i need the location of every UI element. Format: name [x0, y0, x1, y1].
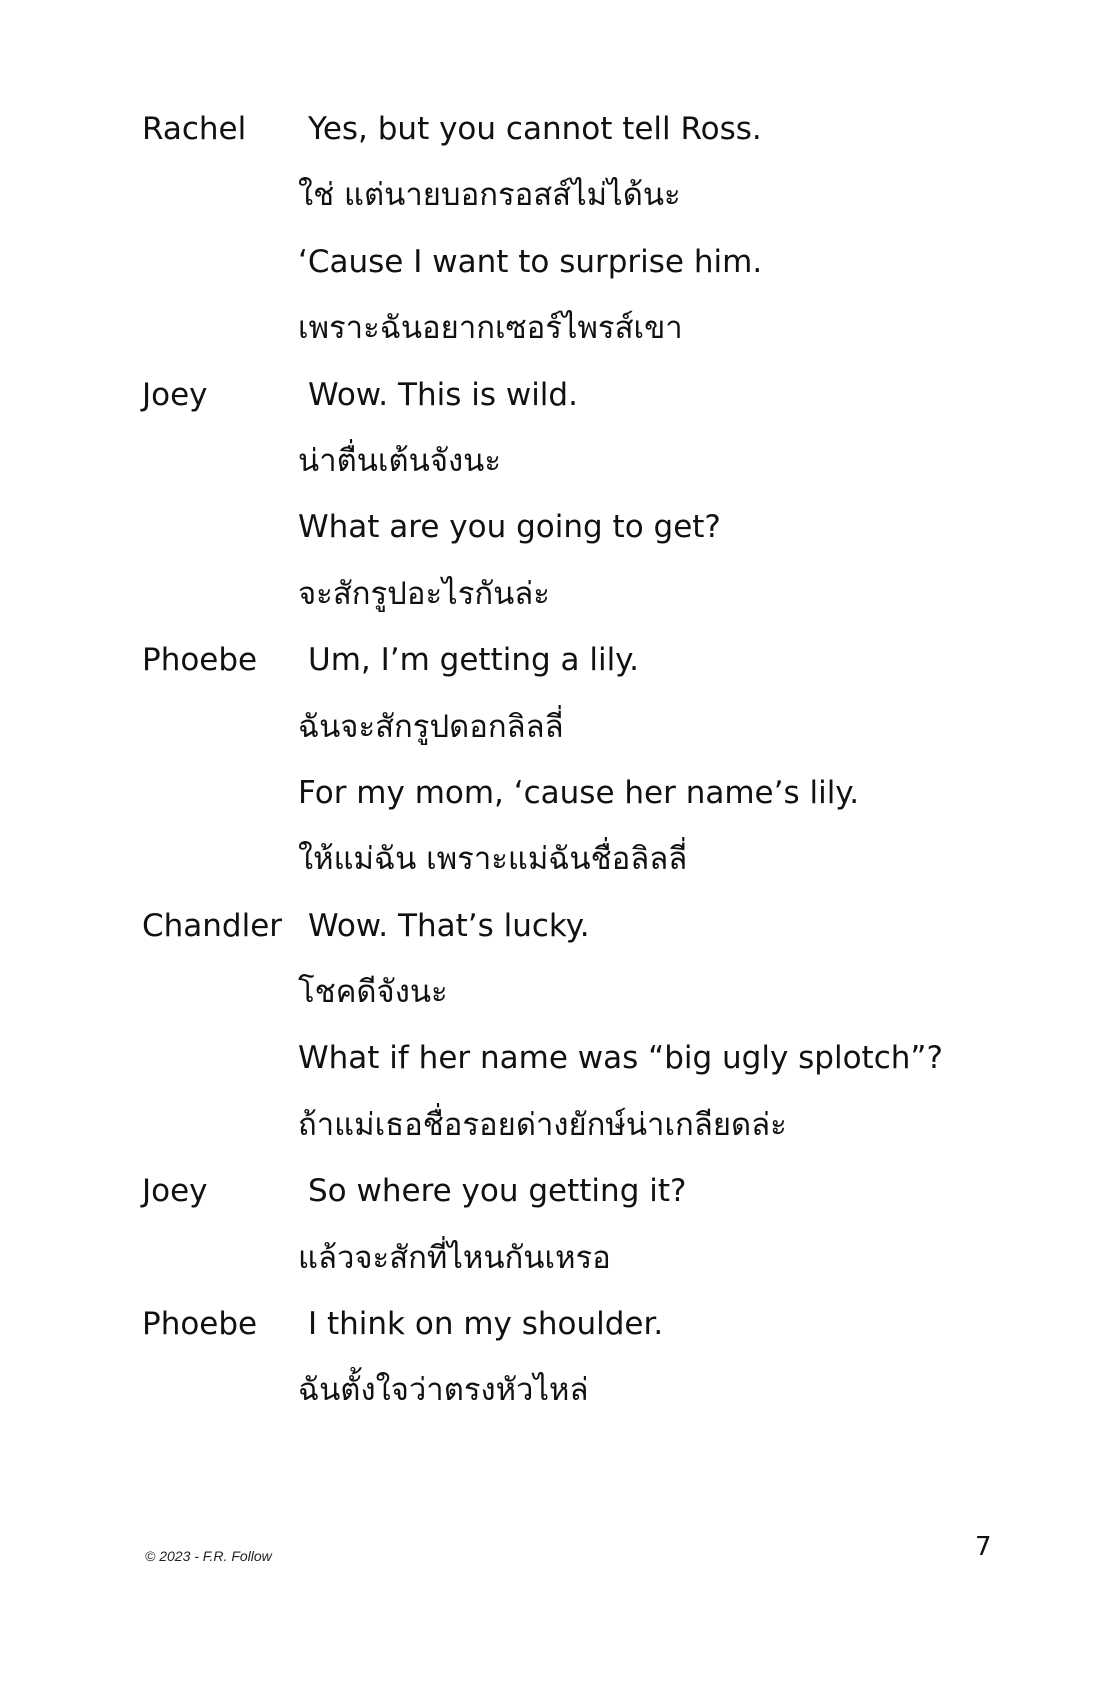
translation-line [142, 162, 1002, 228]
thai-line: จะสักรูปอะไรกันล่ะ [298, 575, 550, 612]
dialogue-script [142, 96, 1002, 1424]
thai-line: น่าตื่นเต้นจังนะ [298, 442, 501, 479]
english-line: I think on my shoulder. [308, 1306, 664, 1343]
speaker-name: Phoebe [142, 1306, 258, 1343]
thai-line: ฉันจะสักรูปดอกลิลลี่ [298, 708, 564, 745]
translation-line [142, 826, 1002, 892]
english-line: ‘Cause I want to surprise him. [298, 243, 763, 280]
thai-line: ให้แม่ฉัน เพราะแม่ฉันชื่อลิลลี่ [298, 841, 688, 878]
thai-line: เพราะฉันอยากเซอร์ไพรส์เขา [298, 310, 683, 347]
translation-line [142, 1092, 1002, 1158]
english-line: Wow. That’s lucky. [308, 907, 590, 944]
dialogue-line [142, 1291, 1002, 1357]
copyright-notice: © 2023 - F.R. Follow [145, 1548, 272, 1564]
english-line: What if her name was “big ugly splotch”? [298, 1040, 943, 1077]
dialogue-line [142, 1025, 1002, 1091]
dialogue-line [142, 229, 1002, 295]
english-line: Um, I’m getting a lily. [308, 642, 639, 679]
speaker-name: Joey [142, 376, 208, 413]
english-line: Yes, but you cannot tell Ross. [308, 111, 762, 147]
dialogue-line [142, 1158, 1002, 1224]
dialogue-line [142, 627, 1002, 693]
page-number: 7 [975, 1532, 992, 1562]
translation-line [142, 428, 1002, 494]
english-line: What are you going to get? [298, 509, 721, 546]
dialogue-line [142, 96, 1002, 162]
translation-line [142, 694, 1002, 760]
speaker-name: Chandler [142, 907, 283, 944]
translation-line [142, 1225, 1002, 1291]
thai-line: ฉันตั้งใจว่าตรงหัวไหล่ [298, 1372, 589, 1409]
speaker-name: Rachel [142, 111, 247, 147]
thai-line: ถ้าแม่เธอชื่อรอยด่างยักษ์น่าเกลียดล่ะ [298, 1106, 787, 1143]
english-line: Wow. This is wild. [308, 376, 578, 413]
speaker-name: Joey [142, 1173, 208, 1210]
translation-line [142, 959, 1002, 1025]
thai-line: แล้วจะสักที่ไหนกันเหรอ [298, 1239, 611, 1276]
english-line: For my mom, ‘cause her name’s lily. [298, 774, 860, 811]
thai-line: โชคดีจังนะ [298, 974, 448, 1011]
speaker-name: Phoebe [142, 642, 258, 679]
dialogue-line [142, 494, 1002, 560]
dialogue-line [142, 760, 1002, 826]
dialogue-line [142, 362, 1002, 428]
english-line: So where you getting it? [308, 1173, 687, 1210]
dialogue-line [142, 893, 1002, 959]
translation-line [142, 1357, 1002, 1423]
translation-line [142, 561, 1002, 627]
thai-line: ใช่ แต่นายบอกรอสส์ไม่ได้นะ [298, 177, 681, 214]
translation-line [142, 295, 1002, 361]
